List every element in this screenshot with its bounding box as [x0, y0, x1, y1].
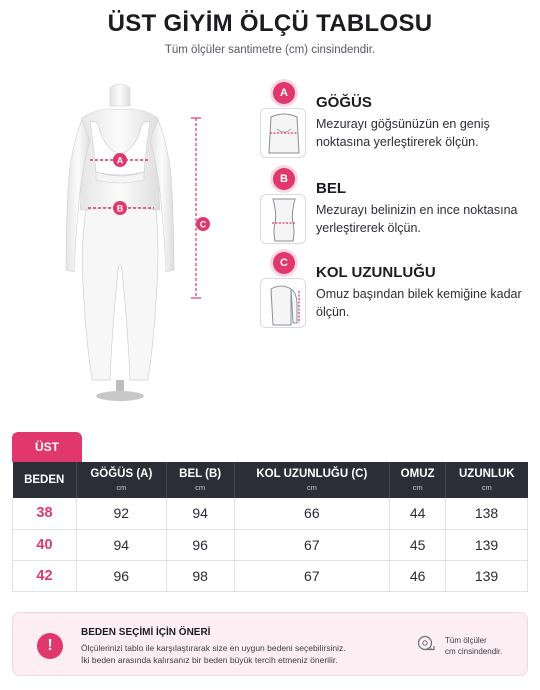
cell-shoulder: 46: [390, 560, 446, 591]
measurement-arm-length: [258, 252, 533, 332]
cell-chest: 92: [76, 498, 166, 529]
table-row: [13, 498, 528, 529]
table-row: [13, 529, 528, 560]
cell-waist: 96: [166, 529, 234, 560]
cell-size: 42: [13, 560, 77, 591]
cell-size: 38: [13, 498, 77, 529]
measurement-chest: [258, 82, 533, 162]
cell-length: 139: [446, 560, 528, 591]
page-title: ÜST GİYİM ÖLÇÜ TABLOSU: [107, 10, 433, 37]
col-header-waist: BEL (B) cm: [166, 462, 234, 498]
col-header-arm: KOL UZUNLUĞU (C) cm: [234, 462, 390, 498]
waist-measure-icon: [260, 194, 306, 244]
marker-c: C: [199, 219, 207, 230]
advice-line-1: Ölçülerinizi tablo ile karşılaştırarak size en uygun bedeni seçebilirsiniz.: [81, 643, 346, 653]
col-header-chest: GÖĞÜS (A) cm: [76, 462, 166, 498]
marker-b: B: [116, 203, 124, 214]
mannequin-illustration: [60, 80, 240, 410]
measurement-description: Mezurayı belinizin en ince noktasına yerleştirerek ölçün.: [316, 203, 518, 235]
measurement-description: Omuz başından bilek kemiğine kadar ölçün.: [316, 287, 522, 319]
badge-b: B: [273, 168, 295, 190]
page-subtitle: Tüm ölçüler santimetre (cm) cinsindendir.: [164, 44, 376, 56]
cell-waist: 94: [166, 498, 234, 529]
units-tip: [445, 635, 529, 657]
badge-a: A: [273, 82, 295, 104]
cell-shoulder: 44: [390, 498, 446, 529]
cell-arm: 67: [234, 560, 390, 591]
cell-length: 138: [446, 498, 528, 529]
cell-size: 40: [13, 529, 77, 560]
table-row: [13, 560, 528, 591]
col-header-size: BEDEN: [13, 462, 77, 498]
mannequin-figure: [60, 80, 240, 410]
measurement-title: KOL UZUNLUĞU: [316, 264, 436, 281]
arm-length-icon: [260, 278, 306, 328]
col-header-length: UZUNLUK cm: [446, 462, 528, 498]
measurement-waist: [258, 168, 533, 248]
table-header-row: [13, 462, 528, 498]
advice-line-2: İki beden arasında kalırsanız bir beden büyük tercih etmeniz önerilir.: [81, 655, 338, 665]
tab-ust[interactable]: ÜST: [12, 432, 82, 462]
cell-chest: 94: [76, 529, 166, 560]
badge-c: C: [273, 252, 295, 274]
units-tip-line-1: Tüm ölçüler: [445, 636, 487, 645]
measurement-description: Mezurayı göğsünüzün en geniş noktasına yerleştirerek ölçün.: [316, 117, 490, 149]
cell-arm: 67: [234, 529, 390, 560]
cell-arm: 66: [234, 498, 390, 529]
chest-measure-icon: [260, 108, 306, 158]
cell-shoulder: 45: [390, 529, 446, 560]
units-tip-line-2: cm cinsindendir.: [445, 647, 503, 656]
cell-chest: 96: [76, 560, 166, 591]
measurement-title: GÖĞÜS: [316, 94, 372, 111]
alert-icon: !: [37, 633, 63, 659]
advice-title: BEDEN SEÇİMİ İÇİN ÖNERİ: [81, 627, 211, 638]
marker-a: A: [116, 155, 124, 166]
size-table: [12, 462, 528, 592]
measuring-tape-icon: [417, 635, 435, 653]
size-advice-box: [12, 612, 528, 676]
col-header-shoulder: OMUZ cm: [390, 462, 446, 498]
cell-length: 139: [446, 529, 528, 560]
cell-waist: 98: [166, 560, 234, 591]
advice-text: [81, 642, 381, 666]
measurement-title: BEL: [316, 180, 346, 197]
